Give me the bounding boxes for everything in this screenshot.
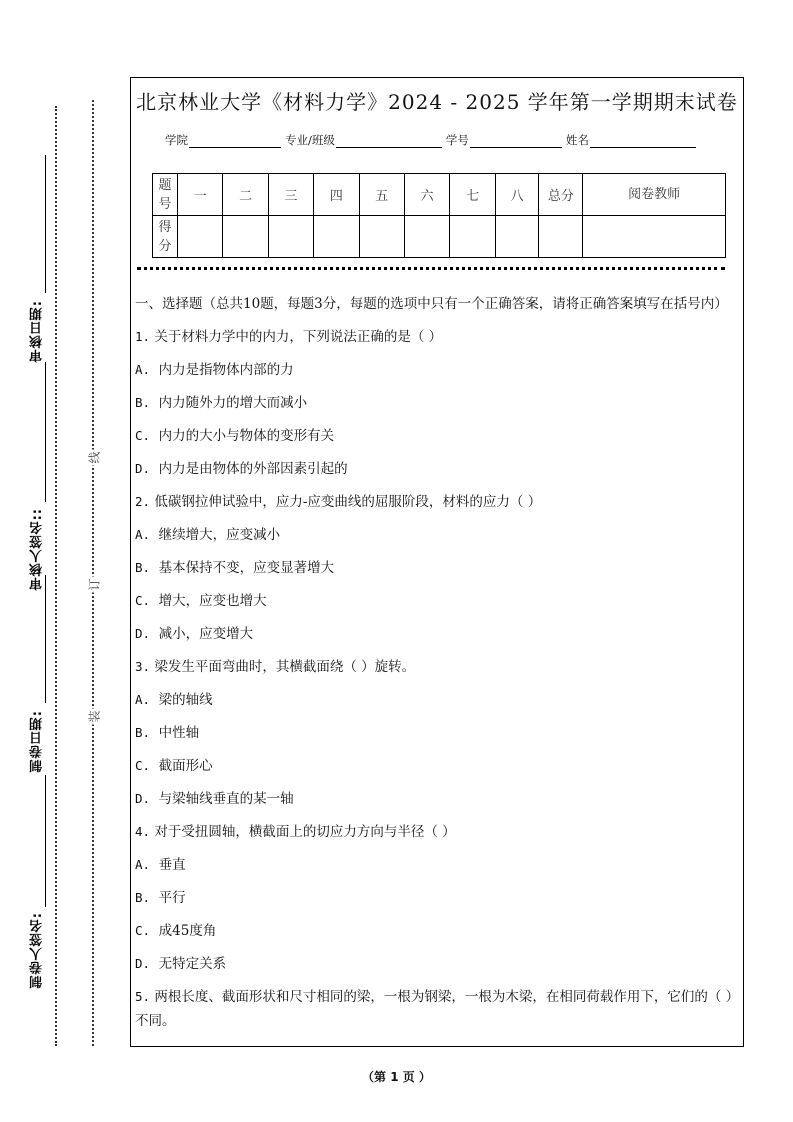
dotted-separator xyxy=(137,267,725,270)
score-cell[interactable] xyxy=(495,216,539,258)
option-1a[interactable] xyxy=(135,358,741,391)
question-text: 关于材料力学中的内力，下列说法正确的是（ ） xyxy=(154,329,443,345)
score-cell[interactable] xyxy=(404,216,449,258)
signature-line xyxy=(45,575,46,703)
option-1c[interactable] xyxy=(135,424,741,457)
score-cell[interactable] xyxy=(223,216,268,258)
option-text: 内力是指物体内部的力 xyxy=(158,362,294,378)
reviewer-signature-label: 审核人签名:: xyxy=(30,508,45,591)
option-letter: B. xyxy=(135,560,151,575)
option-letter: D. xyxy=(135,461,151,476)
option-text: 内力是由物体的外部因素引起的 xyxy=(158,461,348,477)
option-letter: A. xyxy=(135,527,151,542)
option-text: 增大，应变也增大 xyxy=(158,593,267,609)
option-letter: C. xyxy=(135,593,151,608)
option-text: 与梁轴线垂直的某一轴 xyxy=(158,791,294,807)
name-label: 姓名 xyxy=(565,133,589,147)
review-date-label: 审核日期: xyxy=(30,300,45,363)
option-letter: D. xyxy=(135,791,151,806)
score-cell-grader[interactable] xyxy=(583,216,726,258)
option-1d[interactable] xyxy=(135,457,741,490)
option-3b[interactable] xyxy=(135,721,741,754)
question-1 xyxy=(135,325,741,358)
question-text: 低碳钢拉伸试验中，应力-应变曲线的屈服阶段，材料的应力（ ） xyxy=(154,494,542,510)
college-field[interactable] xyxy=(189,135,281,148)
question-text: 梁发生平面弯曲时，其横截面绕（ ）旋转。 xyxy=(154,659,416,675)
option-letter: B. xyxy=(135,395,151,410)
question-number-row xyxy=(153,174,726,216)
option-2a[interactable] xyxy=(135,523,741,556)
row-head-question-number: 题号 xyxy=(153,174,178,216)
option-letter: C. xyxy=(135,758,151,773)
col-grader: 阅卷教师 xyxy=(583,174,726,216)
score-row xyxy=(153,216,726,258)
question-number: 5. xyxy=(135,989,151,1004)
option-4c[interactable] xyxy=(135,919,741,952)
student-id-field[interactable] xyxy=(470,135,562,148)
option-text: 垂直 xyxy=(158,857,186,873)
option-text: 基本保持不变，应变显著增大 xyxy=(158,560,335,576)
option-letter: A. xyxy=(135,857,151,872)
option-text: 继续增大，应变减小 xyxy=(158,527,281,543)
score-cell-total[interactable] xyxy=(539,216,583,258)
col-5: 五 xyxy=(359,174,404,216)
score-table xyxy=(152,173,726,258)
option-text: 梁的轴线 xyxy=(158,692,213,708)
option-letter: B. xyxy=(135,890,151,905)
option-text: 中性轴 xyxy=(158,725,200,741)
option-4d[interactable] xyxy=(135,952,741,985)
exam-title: 北京林业大学《材料力学》2024 - 2025 学年第一学期期末试卷 xyxy=(136,90,738,114)
option-4b[interactable] xyxy=(135,886,741,919)
option-3c[interactable] xyxy=(135,754,741,787)
option-text: 内力随外力的增大而减小 xyxy=(158,395,308,411)
option-letter: A. xyxy=(135,362,151,377)
score-cell[interactable] xyxy=(450,216,495,258)
bind-char-staple: 订 xyxy=(87,578,102,591)
question-5 xyxy=(135,985,741,1033)
option-letter: D. xyxy=(135,956,151,971)
score-cell[interactable] xyxy=(359,216,404,258)
option-text: 截面形心 xyxy=(158,758,213,774)
page-number: （第 1 页 ） xyxy=(362,1070,431,1084)
col-6: 六 xyxy=(404,174,449,216)
inner-dotted-line xyxy=(92,100,94,1046)
college-label: 学院 xyxy=(165,133,188,147)
col-7: 七 xyxy=(450,174,495,216)
row-head-score: 得分 xyxy=(153,216,178,258)
option-letter: C. xyxy=(135,923,151,938)
questions-content xyxy=(135,292,741,1033)
name-field[interactable] xyxy=(590,135,696,148)
option-text: 内力的大小与物体的变形有关 xyxy=(158,428,335,444)
col-1: 一 xyxy=(178,174,223,216)
col-8: 八 xyxy=(495,174,539,216)
option-4a[interactable] xyxy=(135,853,741,886)
col-total: 总分 xyxy=(539,174,583,216)
option-text: 无特定关系 xyxy=(158,956,227,972)
option-1b[interactable] xyxy=(135,391,741,424)
question-2 xyxy=(135,490,741,523)
student-info-row xyxy=(165,132,700,148)
score-cell[interactable] xyxy=(178,216,223,258)
signature-line xyxy=(45,362,46,502)
col-4: 四 xyxy=(314,174,359,216)
option-2b[interactable] xyxy=(135,556,741,589)
question-number: 4. xyxy=(135,824,151,839)
question-4 xyxy=(135,820,741,853)
bind-char-line: 线 xyxy=(87,451,102,464)
section-heading: 一、选择题（总共10题，每题3分，每题的选项中只有一个正确答案，请将正确答案填写在括号内） xyxy=(135,296,728,312)
option-text: 平行 xyxy=(158,890,186,906)
option-letter: D. xyxy=(135,626,151,641)
option-letter: A. xyxy=(135,692,151,707)
major-class-label: 专业/班级 xyxy=(285,133,335,147)
question-number: 2. xyxy=(135,494,151,509)
col-2: 二 xyxy=(223,174,268,216)
score-cell[interactable] xyxy=(314,216,359,258)
option-letter: B. xyxy=(135,725,151,740)
paper-maker-signature-label: 制卷人签名: xyxy=(30,912,45,989)
student-id-label: 学号 xyxy=(445,133,469,147)
bind-char-bind: 装 xyxy=(87,710,102,723)
option-letter: C. xyxy=(135,428,151,443)
question-text: 对于受扭圆轴，横截面上的切应力方向与半径（ ） xyxy=(154,824,456,840)
option-2c[interactable] xyxy=(135,589,741,622)
option-text: 成45度角 xyxy=(158,923,217,939)
col-3: 三 xyxy=(268,174,313,216)
major-class-field[interactable] xyxy=(336,135,442,148)
paper-date-label: 制卷日期: xyxy=(30,710,45,773)
signature-line xyxy=(45,155,46,293)
question-3 xyxy=(135,655,741,688)
question-text: 两根长度、截面形状和尺寸相同的梁，一根为钢梁，一根为木梁，在相同荷载作用下，它们的（ ）不同。 xyxy=(135,989,740,1029)
option-text: 减小，应变增大 xyxy=(158,626,254,642)
exam-frame xyxy=(130,77,744,1047)
option-2d[interactable] xyxy=(135,622,741,655)
outer-dotted-line xyxy=(55,106,57,1046)
question-number: 3. xyxy=(135,659,151,674)
option-3d[interactable] xyxy=(135,787,741,820)
option-3a[interactable] xyxy=(135,688,741,721)
score-cell[interactable] xyxy=(268,216,313,258)
signature-line xyxy=(45,775,46,907)
question-number: 1. xyxy=(135,329,151,344)
